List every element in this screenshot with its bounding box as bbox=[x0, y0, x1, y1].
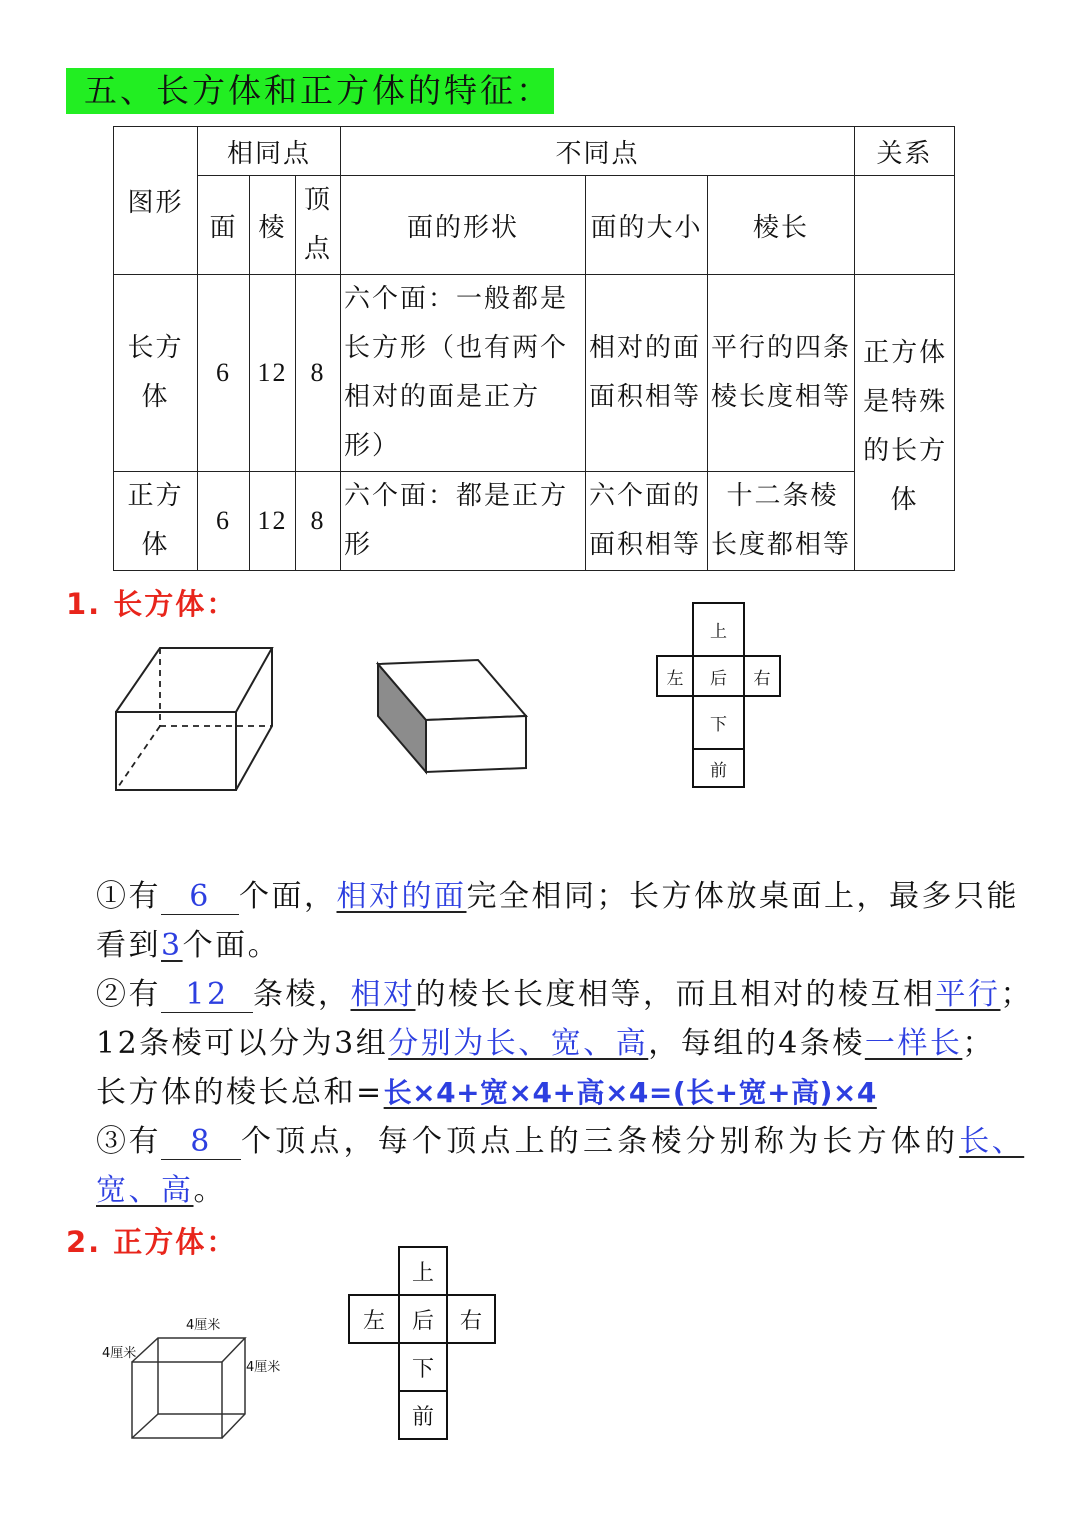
cuboid-edge-length: 平行的四条 棱长度相等 bbox=[708, 275, 855, 472]
net-face-left: 左 bbox=[656, 655, 694, 697]
cube-hidden-edges bbox=[132, 1338, 245, 1438]
net-face-back: 后 bbox=[692, 655, 745, 697]
net2-face-top: 上 bbox=[398, 1246, 448, 1296]
cuboid-line-4: 12条棱可以分为3组分别为长、宽、高，每组的4条棱一样长； bbox=[96, 1026, 995, 1061]
cube-dim-top: 4厘米 bbox=[186, 1318, 221, 1333]
blank-edges: 12 bbox=[161, 978, 253, 1013]
row-cube-name: 正方 体 bbox=[114, 472, 198, 571]
header-face: 面 bbox=[198, 176, 250, 275]
cube-vertices: 8 bbox=[296, 472, 341, 571]
cuboid-line-7: 宽、高。 bbox=[96, 1173, 226, 1208]
fill-opposite-faces: 相对的面 bbox=[336, 879, 467, 914]
fill-parallel: 平行 bbox=[935, 977, 1001, 1012]
net2-face-back: 后 bbox=[398, 1294, 448, 1344]
relation-cell: 正方体 是特殊 的长方 体 bbox=[855, 275, 955, 571]
net2-face-front: 前 bbox=[398, 1390, 448, 1440]
blank-vertices: 8 bbox=[161, 1125, 241, 1160]
cube-face-shape: 六个面：都是正方 形 bbox=[341, 472, 586, 571]
header-relation: 关系 bbox=[855, 127, 955, 176]
cuboid-top-face bbox=[116, 648, 272, 712]
header-face-shape: 面的形状 bbox=[341, 176, 586, 275]
header-shape: 图形 bbox=[114, 127, 198, 275]
net2-face-right: 右 bbox=[446, 1294, 496, 1344]
fill-edge-sum-formula: 长×4+宽×4+高×4=(长+宽+高)×4 bbox=[383, 1076, 877, 1109]
cuboid-faces: 6 bbox=[198, 275, 250, 472]
cube-faces: 6 bbox=[198, 472, 250, 571]
cuboid-wireframe-figure bbox=[108, 640, 288, 800]
cube-face-size: 六个面的 面积相等 bbox=[586, 472, 708, 571]
cuboid-vertices: 8 bbox=[296, 275, 341, 472]
cuboid-line-2: 看到3个面。 bbox=[96, 928, 281, 963]
header-edge-length: 棱长 bbox=[708, 176, 855, 275]
header-same: 相同点 bbox=[198, 127, 341, 176]
section-title: 五、长方体和正方体的特征： bbox=[66, 68, 554, 114]
net-face-front: 前 bbox=[692, 748, 745, 788]
cuboid-face-size: 相对的面 面积相等 bbox=[586, 275, 708, 472]
fill-same-length: 一样长 bbox=[864, 1026, 963, 1061]
cuboid-right-face bbox=[236, 648, 272, 790]
header-face-size: 面的大小 bbox=[586, 176, 708, 275]
net-face-top: 上 bbox=[692, 602, 745, 657]
header-diff: 不同点 bbox=[341, 127, 855, 176]
net-face-bottom: 下 bbox=[692, 695, 745, 750]
comparison-table bbox=[113, 126, 955, 571]
cube-front-face bbox=[132, 1362, 222, 1438]
fill-long: 长、 bbox=[959, 1124, 1025, 1159]
cube-net bbox=[348, 1246, 498, 1440]
cuboid-net bbox=[656, 602, 782, 788]
net-face-right: 右 bbox=[743, 655, 781, 697]
cube-edges: 12 bbox=[250, 472, 296, 571]
fill-opposite: 相对 bbox=[350, 977, 416, 1012]
cube-dim-right: 4厘米 bbox=[246, 1360, 281, 1375]
cuboid-face-shape: 六个面：一般都是 长方形（也有两个 相对的面是正方 形） bbox=[341, 275, 586, 472]
cuboid-line-5: 长方体的棱长总和=长×4+宽×4+高×4=(长+宽+高)×4 bbox=[96, 1075, 877, 1110]
cube-right-face bbox=[222, 1338, 245, 1438]
cuboid-edges: 12 bbox=[250, 275, 296, 472]
fill-length-width-height: 分别为长、宽、高 bbox=[388, 1026, 649, 1061]
cuboid-front-face bbox=[116, 712, 236, 790]
cuboid-line-3: ②有 12 条棱，相对的棱长长度相等，而且相对的棱互相平行； bbox=[96, 977, 1033, 1012]
blank-faces: 6 bbox=[161, 880, 239, 915]
header-edge: 棱 bbox=[250, 176, 296, 275]
cube-heading: 2. 正方体： bbox=[66, 1225, 238, 1259]
cuboid-line-6: ③有 8 个顶点，每个顶点上的三条棱分别称为长方体的长、 bbox=[96, 1124, 1025, 1159]
fill-visible-faces: 3 bbox=[161, 928, 183, 963]
cuboid-heading: 1. 长方体： bbox=[66, 587, 238, 621]
fill-width-height: 宽、高 bbox=[96, 1173, 194, 1208]
header-relation-empty bbox=[855, 176, 955, 275]
cube-edge-length: 十二条棱 长度都相等 bbox=[708, 472, 855, 571]
cuboid-line-1: ①有 6 个面，相对的面完全相同；长方体放桌面上，最多只能 bbox=[96, 879, 1019, 914]
cube-dim-left: 4厘米 bbox=[102, 1346, 137, 1361]
cube-top-face bbox=[132, 1338, 245, 1362]
row-cuboid-name: 长方 体 bbox=[114, 275, 198, 472]
net2-face-left: 左 bbox=[348, 1294, 400, 1344]
cuboid-solid-figure bbox=[372, 650, 537, 780]
net2-face-bottom: 下 bbox=[398, 1342, 448, 1392]
header-vertex: 顶 点 bbox=[296, 176, 341, 275]
cube-figure bbox=[100, 1310, 300, 1445]
